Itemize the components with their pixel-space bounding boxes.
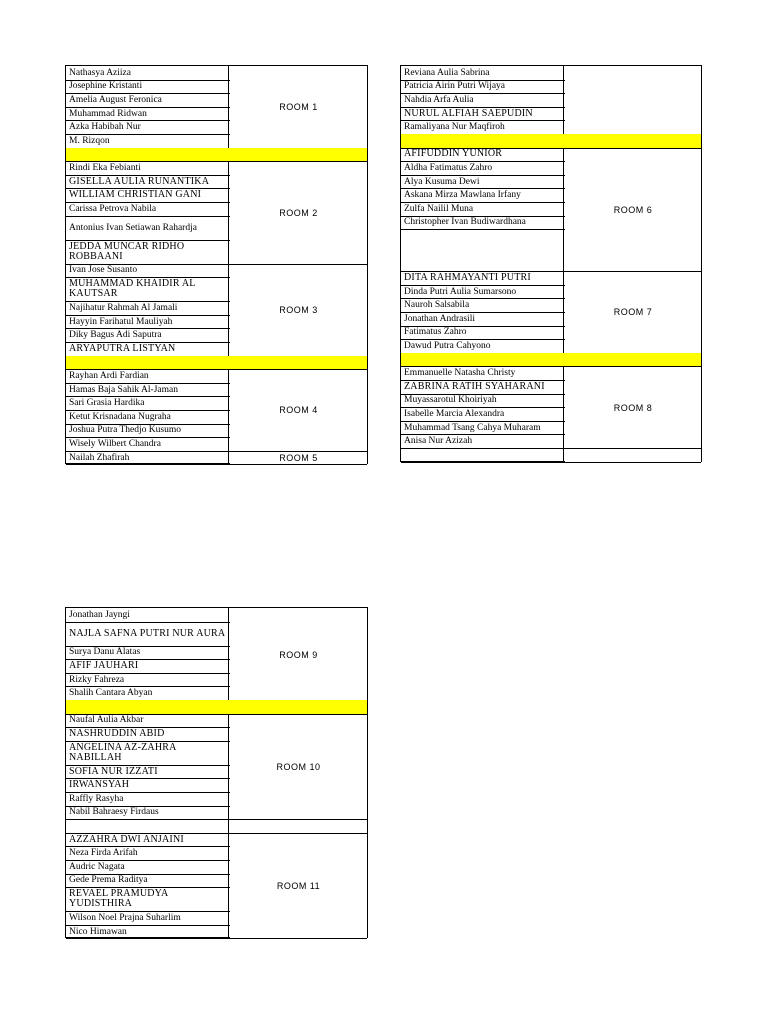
student-name: Wisely Wilbert Chandra: [66, 437, 229, 451]
room-table-1: [65, 65, 368, 464]
student-name: Hayyin Farihatul Mauliyah: [66, 315, 229, 329]
student-name: REVAEL PRAMUDYA YUDISTHIRA: [66, 887, 229, 911]
room-label: ROOM 4: [230, 370, 367, 451]
student-name: Wilson Noel Prajna Suharlim: [66, 911, 229, 925]
separator-row: [66, 148, 367, 163]
student-name: Neza Firda Arifah: [66, 846, 229, 860]
student-name: SOFIA NUR IZZATI: [66, 765, 229, 779]
student-name: IRWANSYAH: [66, 778, 229, 792]
student-name: AFIFUDDIN YUNIOR: [401, 148, 564, 162]
student-name: ARYAPUTRA LISTYAN: [66, 342, 229, 356]
student-name: Dawud Putra Cahyono: [401, 339, 564, 353]
student-name: Josephine Kristanti: [66, 80, 229, 94]
student-name: NASHRUDDIN ABID: [66, 727, 229, 741]
room-label: ROOM 9: [230, 609, 367, 700]
student-name: Gede Prema Raditya: [66, 874, 229, 888]
student-name: Fatimatus Zahro: [401, 326, 564, 340]
student-name: Antonius Ivan Setiawan Rahardja: [66, 216, 229, 240]
student-name: Nabil Bahraesy Firdaus: [66, 806, 229, 820]
student-name: Shalih Cantara Abyan: [66, 686, 229, 700]
student-name: GISELLA AULIA RUNANTIKA: [66, 175, 229, 189]
separator-row: [66, 356, 367, 371]
student-name: Najihatur Rahmah Al Jamali: [66, 301, 229, 315]
student-name: Raffly Rasyha: [66, 792, 229, 806]
student-name: Amelia August Feronica: [66, 93, 229, 107]
student-name: Jonathan Andrasili: [401, 312, 564, 326]
student-name: Anisa Nur Azizah: [401, 434, 564, 448]
student-name: Askana Mirza Mawlana Irfany: [401, 188, 564, 202]
student-name: [401, 448, 564, 462]
student-name: NURUL ALFIAH SAEPUDIN: [401, 107, 564, 121]
separator-row: [401, 353, 701, 368]
student-name: Naufal Aulia Akbar: [66, 714, 229, 728]
student-name: Muhammad Tsang Cahya Muharam: [401, 421, 564, 435]
room-label: ROOM 5: [230, 452, 367, 465]
room-label: ROOM 7: [565, 272, 701, 353]
room-label: ROOM 8: [565, 367, 701, 448]
room-label: [565, 67, 701, 134]
student-name: MUHAMMAD KHAIDIR AL KAUTSAR: [66, 277, 229, 301]
room-label: [565, 449, 701, 462]
student-name: NAJLA SAFNA PUTRI NUR AURA: [66, 622, 229, 646]
student-name: Christopher Ivan Budiwardhana: [401, 216, 564, 230]
room-table-2: [400, 65, 702, 462]
separator-row: [401, 134, 701, 149]
student-name: Joshua Putra Thedjo Kusumo: [66, 424, 229, 438]
student-name: JEDDA MUNCAR RIDHO ROBBAANI: [66, 240, 229, 264]
student-name: Muyassarotul Khoiriyah: [401, 394, 564, 408]
room-table-3: [65, 607, 368, 938]
student-name: AZZAHRA DWI ANJAINI: [66, 833, 229, 847]
room-label: ROOM 11: [230, 834, 367, 939]
room-label: ROOM 1: [230, 67, 367, 148]
student-name: Carissa Petrova Nabila: [66, 202, 229, 216]
student-name: DITA RAHMAYANTI PUTRI: [401, 271, 564, 285]
student-name: ZABRINA RATIH SYAHARANI: [401, 380, 564, 394]
student-name: WILLIAM CHRISTIAN GANI: [66, 188, 229, 202]
student-name: M. Rizqon: [66, 134, 229, 148]
student-name: Emmanuelle Natasha Christy: [401, 366, 564, 380]
student-name: Rizky Fahreza: [66, 673, 229, 687]
student-name: Azka Habibah Nur: [66, 120, 229, 134]
student-name: AFIF JAUHARI: [66, 659, 229, 673]
student-name: Rindi Eka Febianti: [66, 161, 229, 175]
room-label: ROOM 3: [230, 265, 367, 356]
room-label: ROOM 2: [230, 162, 367, 263]
student-name: Jonathan Jayngi: [66, 608, 229, 622]
separator-row: [66, 700, 367, 715]
student-name: Reviana Aulia Sabrina: [401, 66, 564, 80]
room-label: ROOM 10: [230, 715, 367, 820]
student-name: [401, 229, 564, 271]
student-name: Rayhan Ardi Fardian: [66, 369, 229, 383]
student-name: Surya Danu Alatas: [66, 646, 229, 660]
student-name: Diky Bagus Adi Saputra: [66, 328, 229, 342]
student-name: Muhammad Ridwan: [66, 107, 229, 121]
student-name: Patricia Airin Putri Wijaya: [401, 80, 564, 94]
room-label: ROOM 6: [565, 149, 701, 272]
student-name: Nahdia Arfa Aulia: [401, 93, 564, 107]
student-name: [66, 819, 229, 833]
student-name: Alya Kusuma Dewi: [401, 175, 564, 189]
student-name: Isabelle Marcia Alexandra: [401, 407, 564, 421]
student-name: Nailah Zhafirah: [66, 451, 229, 465]
room-label: [230, 820, 367, 833]
student-name: ANGELINA AZ-ZAHRA NABILLAH: [66, 741, 229, 765]
student-name: Sari Grasia Hardika: [66, 396, 229, 410]
student-name: Audric Nagata: [66, 860, 229, 874]
student-name: Hamas Baja Sahik Al-Jaman: [66, 383, 229, 397]
student-name: Ivan Jose Susanto: [66, 264, 229, 278]
student-name: Aldha Fatimatus Zahro: [401, 161, 564, 175]
student-name: Ketut Krisnadana Nugraha: [66, 410, 229, 424]
student-name: Zulfa Nailil Muna: [401, 202, 564, 216]
student-name: Dinda Putri Aulia Sumarsono: [401, 285, 564, 299]
student-name: Nico Himawan: [66, 925, 229, 939]
student-name: Nauroh Salsabila: [401, 298, 564, 312]
student-name: Ramaliyana Nur Maqfiroh: [401, 120, 564, 134]
student-name: Nathasya Aziiza: [66, 66, 229, 80]
